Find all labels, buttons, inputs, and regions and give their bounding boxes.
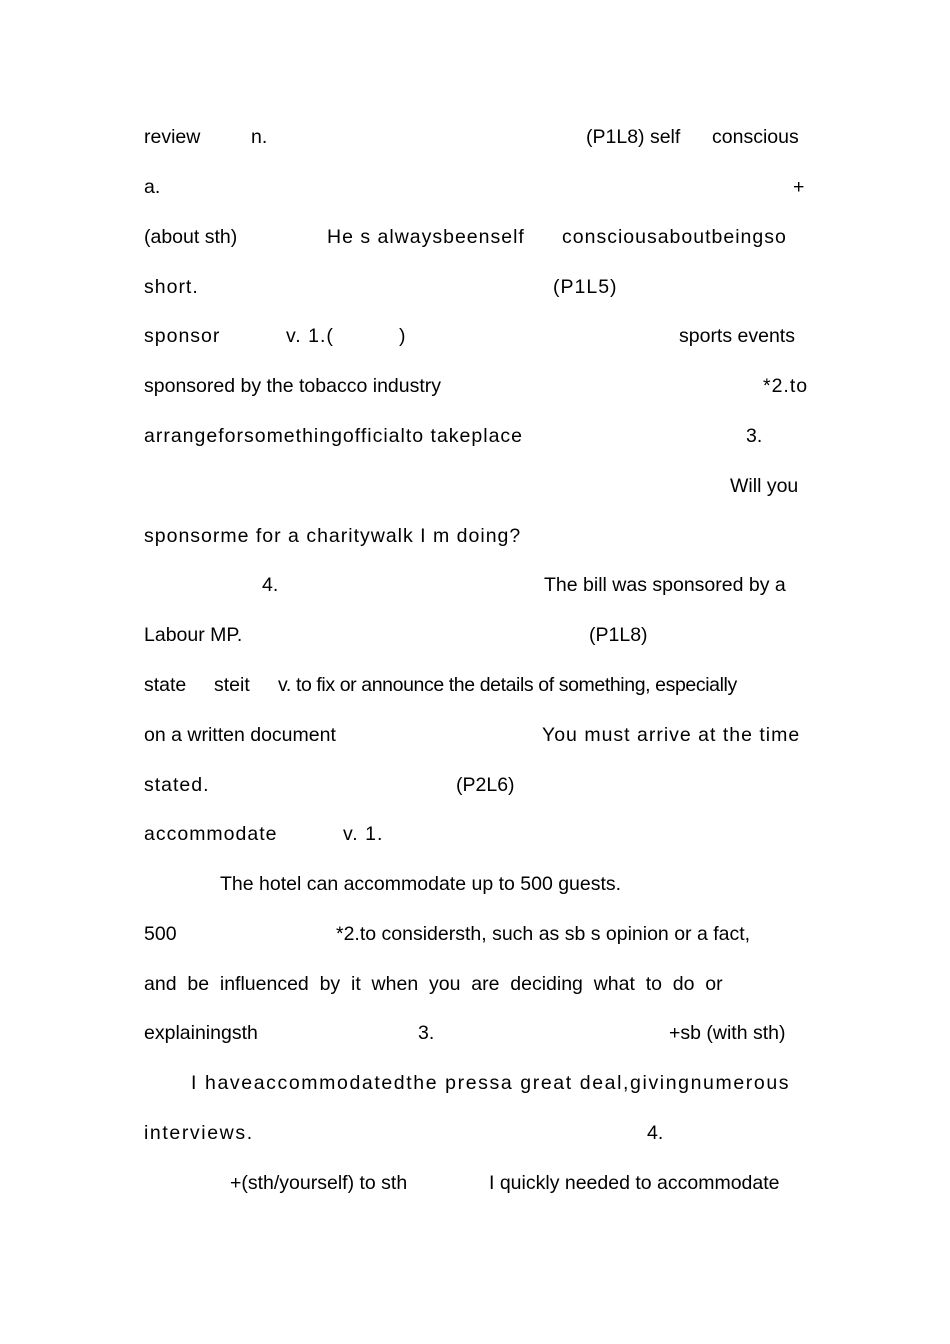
example-sentence: consciousaboutbeingso (562, 226, 787, 248)
example-sentence: I quickly needed to accommodate (489, 1172, 780, 1194)
definition: arrangeforsomethingofficialto takeplace (144, 425, 524, 447)
text-segment: 500 (144, 923, 177, 945)
entry-headword: review (144, 126, 201, 148)
sense-number: 4. (262, 574, 279, 596)
entry-headword: accommodate (144, 823, 278, 845)
text-segment: conscious (712, 126, 799, 148)
source-ref: (P1L8) self (586, 126, 681, 148)
source-ref: (P1L8) (589, 624, 648, 646)
text-segment: (about sth) (144, 226, 238, 248)
example-sentence: The bill was sponsored by a (544, 574, 786, 596)
example-sentence: The hotel can accommodate up to 500 guests. (220, 873, 622, 895)
definition: *2.to considersth, such as sb s opinion or a fact, (336, 923, 751, 945)
definition: explainingsth (144, 1022, 258, 1044)
pronunciation: steit (214, 674, 250, 696)
sense-number: 4. (647, 1122, 664, 1144)
example-sentence: sponsorme for a charitywalk I m doing? (144, 525, 522, 547)
text-segment: +sb (with sth) (669, 1022, 786, 1044)
example-sentence: interviews. (144, 1122, 254, 1144)
part-of-speech: v. 1.( (286, 325, 334, 347)
source-ref: (P1L5) (553, 276, 618, 298)
entry-headword: state (144, 674, 187, 696)
part-of-speech: a. (144, 176, 161, 198)
example-sentence: Labour MP. (144, 624, 243, 646)
text-segment: + (793, 176, 805, 198)
definition: on a written document (144, 724, 336, 746)
example-sentence: short. (144, 276, 199, 298)
source-ref: (P2L6) (456, 774, 515, 796)
definition: v. to fix or announce the details of something, especially (278, 674, 737, 696)
example-phrase: sports events (679, 325, 795, 347)
entry-headword: sponsor (144, 325, 221, 347)
sense-number: *2.to (763, 375, 809, 397)
example-sentence: stated. (144, 774, 210, 796)
sense-number: 3. (418, 1022, 435, 1044)
definition: and be influenced by it when you are deciding what to do or (144, 973, 723, 995)
example-sentence: He s alwaysbeenself (327, 226, 525, 248)
sense-number: 3. (746, 425, 763, 447)
example-sentence: Will you (730, 475, 799, 497)
text-segment: ) (399, 325, 406, 347)
example-sentence: You must arrive at the time (542, 724, 801, 746)
example-phrase: sponsored by the tobacco industry (144, 375, 442, 397)
text-segment: +(sth/yourself) to sth (230, 1172, 408, 1194)
example-sentence: I haveaccommodatedthe pressa great deal,givingnumerous (191, 1072, 791, 1094)
part-of-speech: n. (251, 126, 268, 148)
part-of-speech: v. 1. (343, 823, 384, 845)
